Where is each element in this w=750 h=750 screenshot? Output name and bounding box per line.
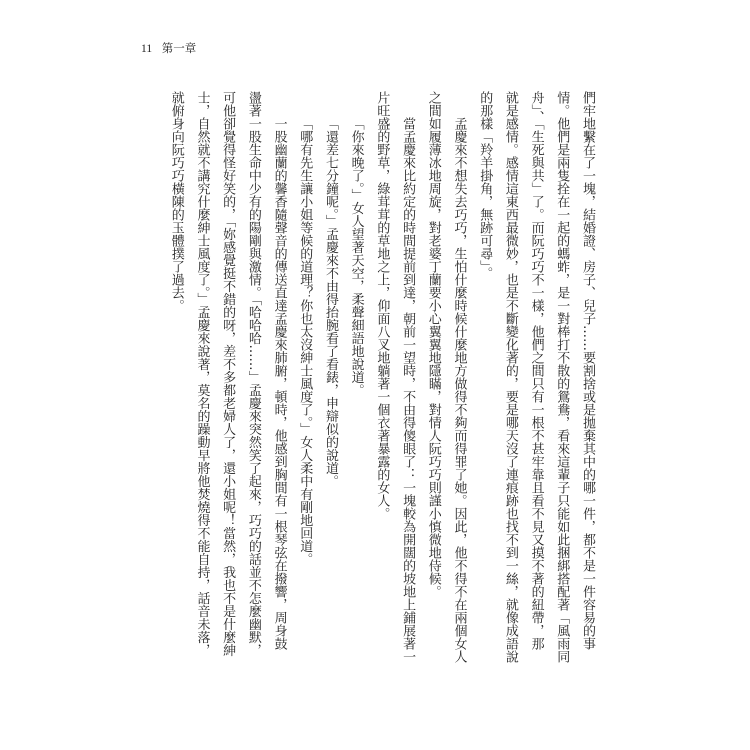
paragraph xyxy=(317,91,343,671)
text-line: 當孟慶來比約定的時間提前到達，朝前一望時，不由得傻眼了：一塊較為開闊的坡地上鋪展著一 xyxy=(400,117,416,663)
paragraph xyxy=(343,91,369,671)
paragraph xyxy=(292,91,318,671)
text-line: 情。他們是兩隻拴在一起的螞蚱，是一對棒打不散的鴛鴦，看來這輩子只能如此捆綁搭配著「風雨同 xyxy=(554,91,570,663)
running-head xyxy=(141,40,196,57)
text-line: 「哪有先生讓小姐等候的道理？你也太沒紳士風度了。」女人柔中有剛地回道。 xyxy=(297,117,313,566)
text-line: 一股幽蘭的馨香隨聲音的傳送直達孟慶來肺腑，頓時，他感到胸間有一根琴弦在撥響，周身鼓 xyxy=(271,117,287,650)
body-text xyxy=(163,91,600,671)
text-line: 「你來晚了。」女人望著天空，柔聲細語地說道。 xyxy=(348,117,364,397)
text-line: 可他卻覺得怪好笑的，「妳感覺挺不錯的呀，差不多都老婦人了，還小姐呢！當然，我也不是什麼紳 xyxy=(220,91,236,657)
page-number: 11 xyxy=(141,43,153,55)
text-line: 就是感情。感情這東西最微妙，也是不斷變化著的，要是哪天沒了連痕跡也找不到一絲，就像成語說 xyxy=(502,91,518,663)
paragraph xyxy=(471,91,600,671)
text-line: 之間如履薄冰地周旋，對老婆丁蘭要小心翼翼地隱瞞，對情人阮巧巧則謹小慎微地侍候。 xyxy=(425,91,441,598)
paragraph xyxy=(420,91,471,671)
text-line: 「還差七分鐘呢。」孟慶來不由得抬腕看了看錶，申辯似的說道。 xyxy=(322,117,338,488)
text-line: 們牢地繫在了一塊，結婚證、房子、兒子……要割捨或是拋棄其中的哪一件，都不是一件容易的事 xyxy=(580,91,595,650)
chapter-title: 第一章 xyxy=(161,41,197,55)
text-line: 片旺盛的野草，綠茸茸的草地之上，仰面八叉地躺著一個衣著暴露的女人。 xyxy=(374,91,390,520)
text-line: 舟」、「生死與共」了。而阮巧巧不一樣，他們之間只有一根不甚牢靠且看不見又摸不著的紐帶，那 xyxy=(528,91,544,650)
text-line: 的那樣「羚羊掛角，無跡可尋」。 xyxy=(477,91,493,280)
paragraph xyxy=(163,91,292,671)
text-line: 盪著一股生命中少有的陽剛與激情。「哈哈哈……」孟慶來突然笑了起來，巧巧的話並不怎麼幽默， xyxy=(245,91,261,657)
paragraph xyxy=(369,91,420,671)
text-line: 孟慶來不想失去巧巧，生怕什麼時候什麼地方做得不夠而得罪了她。因此，他不得不在兩個女人 xyxy=(451,117,467,663)
text-line: 就俯身向阮巧巧橫陳的玉體撲了過去。 xyxy=(168,91,184,312)
text-line: 士，自然就不講究什麼紳士風度了。」孟慶來說著，莫名的躁動早將他焚燒得不能自持，話音未落， xyxy=(194,91,210,657)
